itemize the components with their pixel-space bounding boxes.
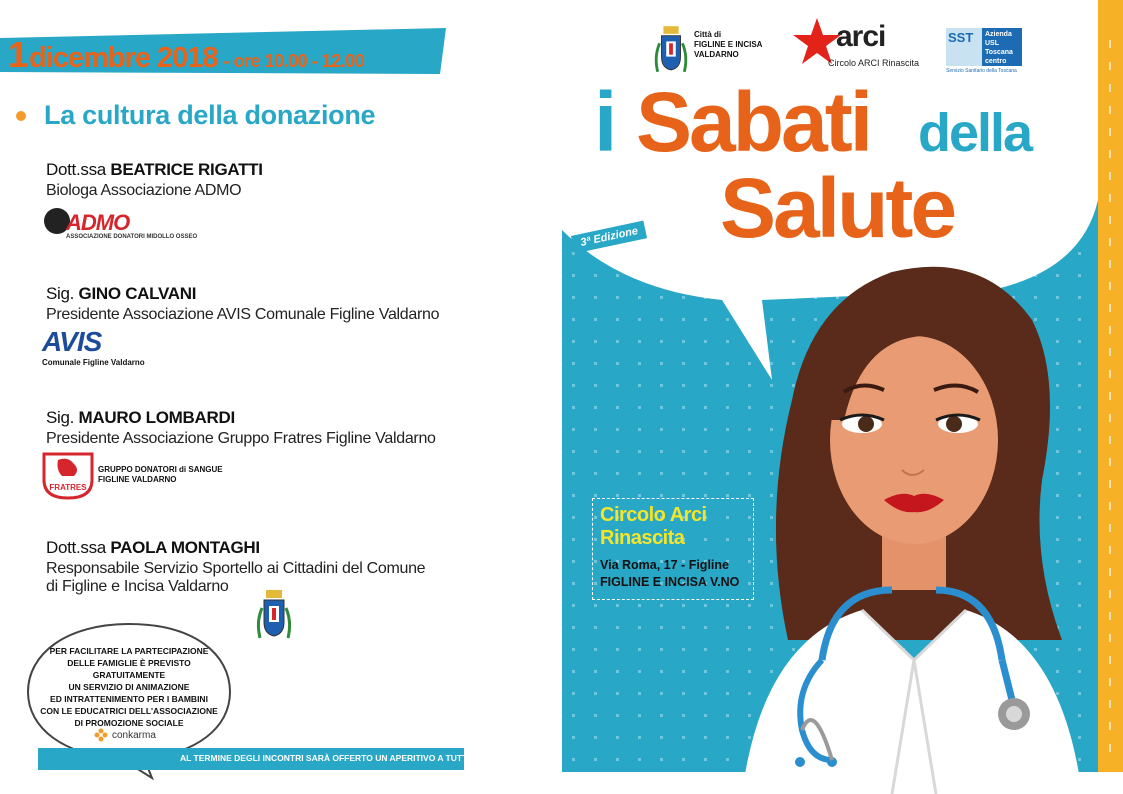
venue-city: FIGLINE E INCISA V.NO bbox=[600, 575, 740, 589]
speaker-role: Biologa Associazione ADMO bbox=[46, 182, 242, 199]
speaker-title: Dott.ssa bbox=[46, 538, 106, 557]
speaker-name: GINO CALVANI bbox=[78, 284, 197, 303]
admo-subtitle: ASSOCIAZIONE DONATORI MIDOLLO OSSEO bbox=[66, 234, 198, 240]
footer-text: AL TERMINE DEGLI INCONTRI SARÀ OFFERTO UN APERITIVO A TUTTI I PARTECIPANTI. bbox=[180, 753, 541, 763]
bubble-text bbox=[34, 645, 224, 729]
bubble-line: ED INTRATTENIMENTO PER I BAMBINI bbox=[50, 694, 208, 704]
arci-subtitle: Circolo ARCI Rinascita bbox=[828, 58, 920, 68]
speaker-3 bbox=[46, 408, 436, 448]
admo-logo bbox=[44, 206, 198, 250]
usl-line: centro bbox=[985, 58, 1007, 65]
fratres-subtitle-line2: FIGLINE VALDARNO bbox=[98, 475, 177, 484]
usl-line: Azienda bbox=[985, 31, 1012, 38]
speaker-role: Presidente Associazione Gruppo Fratres Figline Valdarno bbox=[46, 430, 436, 447]
speaker-name: MAURO LOMBARDI bbox=[78, 408, 235, 427]
bubble-line: CON LE EDUCATRICI DELL'ASSOCIAZIONE bbox=[40, 706, 218, 716]
doctor-illustration bbox=[562, 0, 1123, 794]
bubble-line: PER FACILITARE LA PARTECIPAZIONE bbox=[49, 646, 209, 656]
title-sabati: Sabati bbox=[636, 75, 871, 169]
edition-badge: 3ª Edizione bbox=[571, 220, 648, 253]
speaker-1 bbox=[46, 160, 263, 200]
title-i: i bbox=[594, 75, 616, 169]
section-title-text: La cultura della donazione bbox=[44, 100, 376, 130]
admo-wordmark: ADMO bbox=[66, 210, 130, 235]
usl-line: USL bbox=[985, 40, 999, 47]
date-time: - ore 10.00 - 12.00 bbox=[223, 51, 365, 71]
conkarma-label: conkarma bbox=[112, 729, 156, 741]
bubble-line: DELLE FAMIGLIE È PREVISTO GRATUITAMENTE bbox=[67, 658, 191, 680]
speaker-2 bbox=[46, 284, 439, 324]
avis-subtitle: Comunale Figline Valdarno bbox=[42, 358, 145, 367]
arci-wordmark: arci bbox=[836, 20, 886, 53]
fratres-logo bbox=[40, 450, 223, 500]
speaker-role-cont: di Figline e Incisa Valdarno bbox=[46, 578, 229, 595]
date-day: 1 bbox=[8, 34, 28, 75]
usl-line: Toscana bbox=[985, 49, 1013, 56]
venue-address bbox=[600, 557, 739, 591]
comune-line: VALDARNO bbox=[694, 50, 739, 59]
usl-subtitle: Servizio Sanitario della Toscana bbox=[946, 68, 1017, 74]
speaker-4 bbox=[46, 538, 425, 596]
title-salute: Salute bbox=[720, 161, 955, 255]
venue-name bbox=[600, 504, 707, 550]
speaker-role: Presidente Associazione AVIS Comunale Figline Valdarno bbox=[46, 306, 440, 323]
venue-street: Via Roma, 17 - Figline bbox=[600, 558, 729, 572]
avis-logo bbox=[42, 328, 152, 370]
venue-name-line: Circolo Arci bbox=[600, 504, 707, 526]
speaker-name: PAOLA MONTAGHI bbox=[110, 538, 260, 557]
fratres-wordmark: FRATRES bbox=[49, 483, 87, 492]
comune-crest-icon bbox=[254, 586, 294, 642]
speaker-name: BEATRICE RIGATTI bbox=[110, 160, 263, 179]
comune-line: Città di bbox=[694, 30, 722, 39]
speaker-title: Sig. bbox=[46, 284, 75, 303]
avis-wordmark: AVIS bbox=[42, 326, 102, 357]
conkarma-flower-icon bbox=[94, 728, 108, 742]
section-title bbox=[16, 100, 375, 131]
title-della: della bbox=[918, 103, 1032, 163]
fratres-subtitle-line1: GRUPPO DONATORI di SANGUE bbox=[98, 465, 223, 474]
speaker-title: Dott.ssa bbox=[46, 160, 106, 179]
fratres-emblem-icon bbox=[40, 450, 96, 500]
bullet-icon bbox=[16, 111, 26, 121]
comune-line: FIGLINE E INCISA bbox=[694, 40, 763, 49]
bubble-line: UN SERVIZIO DI ANIMAZIONE bbox=[68, 682, 190, 692]
bubble-line: DI PROMOZIONE SOCIALE bbox=[74, 718, 184, 728]
speaker-title: Sig. bbox=[46, 408, 75, 427]
venue-name-line: Rinascita bbox=[600, 527, 685, 549]
left-panel bbox=[0, 0, 560, 794]
event-date bbox=[8, 34, 365, 75]
conkarma-logo bbox=[94, 728, 156, 742]
sst-mark: SST bbox=[946, 28, 982, 66]
date-month-year: dicembre 2018 bbox=[29, 42, 218, 74]
fratres-subtitle bbox=[98, 465, 223, 485]
right-panel bbox=[562, 0, 1123, 794]
speaker-role: Responsabile Servizio Sportello ai Cittadini del Comune bbox=[46, 560, 426, 577]
